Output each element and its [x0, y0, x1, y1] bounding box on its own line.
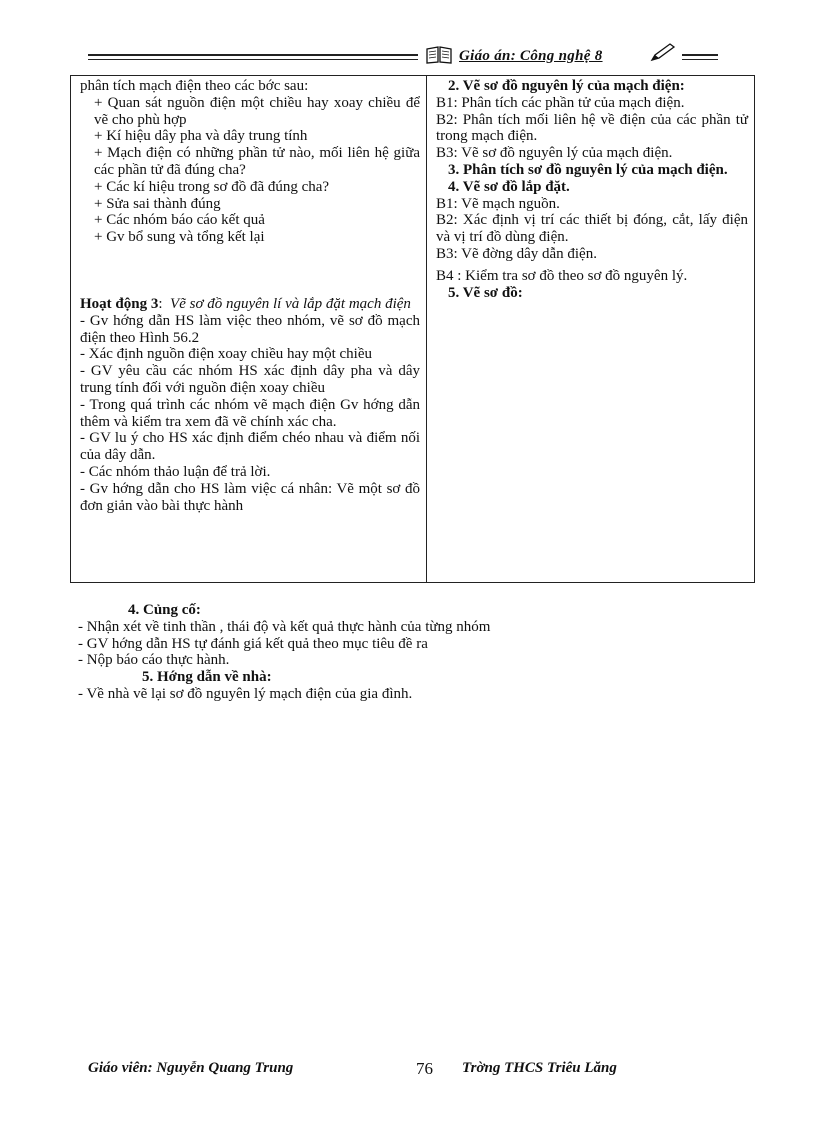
text-line: + Kí hiệu dây pha và dây trung tính — [94, 128, 308, 145]
activity-title: Vẽ sơ đồ nguyên lí và lắp đặt mạch điện — [170, 295, 411, 312]
header-rule-right — [682, 54, 718, 56]
text-line: + Các kí hiệu trong sơ đồ đã đúng cha? — [94, 178, 330, 195]
footer-school: Trờng THCS Triêu Lăng — [462, 1060, 617, 1076]
section-heading: 5. Vẽ sơ đồ: — [448, 284, 523, 301]
text-line: - Xác định nguồn điện xoay chiều hay một chiều — [80, 346, 373, 363]
page-number: 76 — [416, 1059, 433, 1078]
header-rule-left — [88, 54, 418, 56]
section-heading: 4. Củng cố: — [128, 602, 201, 618]
text-line: + Sửa sai thành đúng — [94, 195, 221, 212]
closing-section — [78, 602, 778, 703]
text-line: B3: Vẽ sơ đồ nguyên lý của mạch điện. — [436, 145, 673, 162]
text-line: - Gv hớng dẫn cho HS làm việc cá nhân: Vẽ một sơ đồ đơn giản vào bài thực hành — [80, 480, 420, 514]
text-line: - Nhận xét về tinh thần , thái độ và kết quả thực hành của từng nhóm — [78, 618, 491, 635]
book-icon — [426, 46, 452, 64]
lesson-table — [70, 75, 755, 583]
text-line: + Các nhóm báo cáo kết quả — [94, 212, 265, 229]
text-line: B3: Vẽ đờng dây dẫn điện. — [436, 245, 597, 262]
section-heading: 3. Phân tích sơ đồ nguyên lý của mạch điện. — [448, 161, 728, 178]
text-line: phân tích mạch điện theo các bớc sau: — [80, 78, 309, 94]
header-rule-right-thin — [682, 59, 718, 60]
text-line: + Gv bổ sung và tổng kết lại — [94, 229, 265, 246]
header-rule-left-thin — [88, 59, 418, 60]
text-line: - Các nhóm thảo luận để trả lời. — [80, 463, 271, 480]
text-line: - Nộp báo cáo thực hành. — [78, 652, 230, 669]
text-line: - Về nhà vẽ lại sơ đồ nguyên lý mạch điện của gia đình. — [78, 685, 413, 702]
text-line: - Trong quá trình các nhóm vẽ mạch điện Gv hớng dẫn thêm và kiểm tra xem đã vẽ chính xác cha. — [80, 396, 420, 430]
pen-icon — [650, 42, 676, 62]
activity-heading: Hoạt động 3: Vẽ sơ đồ nguyên lí và lắp đặt mạch điện — [80, 295, 411, 312]
section-heading: 2. Vẽ sơ đồ nguyên lý của mạch điện: — [448, 78, 685, 94]
text-line: + Mạch điện có những phần tử nào, mối liên hệ giữa các phần tử đã đúng cha? — [94, 145, 420, 178]
footer-teacher: Giáo viên: Nguyễn Quang Trung — [88, 1060, 294, 1076]
section-heading: 4. Vẽ sơ đồ lắp đặt. — [448, 178, 570, 195]
text-line: + Quan sát nguồn điện một chiều hay xoay chiều để vẽ cho phù hợp — [94, 94, 420, 128]
text-line: - GV hớng dẫn HS tự đánh giá kết quả theo mục tiêu đề ra — [78, 635, 428, 652]
left-column — [71, 76, 427, 583]
text-line: B1: Vẽ mạch nguồn. — [436, 195, 560, 212]
text-line: B2: Phân tích mối liên hệ về điện của các phần tử trong mạch điện. — [436, 111, 748, 145]
text-line: B2: Xác định vị trí các thiết bị đóng, cắt, lấy điện và vị trí đồ dùng điện. — [436, 212, 748, 246]
right-column — [427, 76, 755, 583]
text-line: B4 : Kiểm tra sơ đồ theo sơ đồ nguyên lý. — [436, 267, 688, 284]
text-line: B1: Phân tích các phần tử của mạch điện. — [436, 94, 685, 111]
text-line: - GV yêu cầu các nhóm HS xác định dây pha và dây trung tính đối với nguồn điện xoay chiều — [80, 363, 420, 396]
activity-label: Hoạt động 3 — [80, 295, 159, 312]
header-title: Giáo án: Công nghệ 8 — [459, 48, 603, 64]
section-heading: 5. Hớng dẫn về nhà: — [142, 669, 272, 686]
text-line: - Gv hớng dẫn HS làm việc theo nhóm, vẽ sơ đồ mạch điện theo Hình 56.2 — [80, 312, 420, 346]
text-line: - GV lu ý cho HS xác định điểm chéo nhau và điểm nối của dây dẫn. — [80, 430, 420, 464]
